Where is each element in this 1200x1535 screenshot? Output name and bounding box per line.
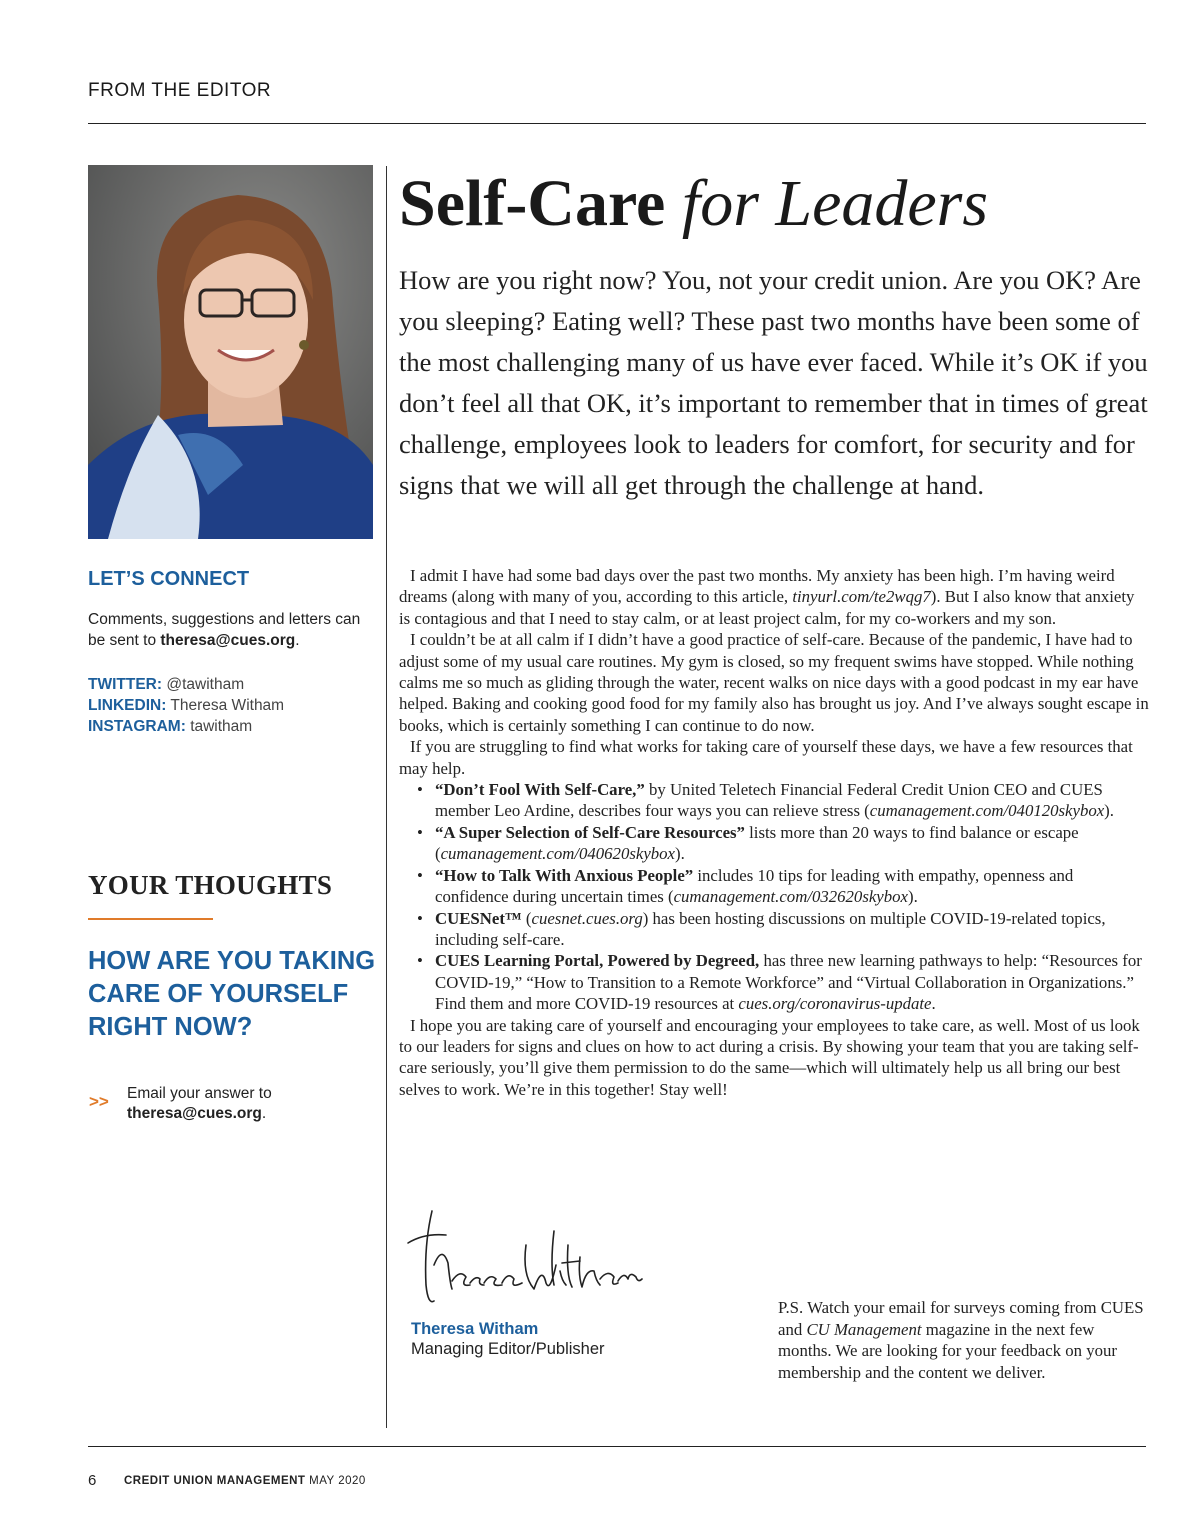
- resource-list: [399, 779, 1149, 1014]
- body-paragraph: If you are struggling to find what works for taking care of yourself these days, we have a few resources that may help.: [399, 737, 1133, 778]
- ps-magazine: CU Management: [806, 1319, 922, 1339]
- social-twitter[interactable]: [88, 674, 284, 695]
- resource-link[interactable]: cumanagement.com/040120skybox: [869, 801, 1105, 821]
- resource-title: CUESNet™: [435, 908, 522, 928]
- publication-name: CREDIT UNION MANAGEMENT: [124, 1475, 306, 1487]
- article-title: [399, 160, 988, 248]
- resource-item: [435, 822, 1149, 865]
- signature-image: [404, 1205, 644, 1315]
- resource-title: “Don’t Fool With Self-Care,”: [435, 780, 645, 800]
- connect-heading: LET’S CONNECT: [88, 568, 250, 590]
- email-answer-link[interactable]: theresa@cues.org: [127, 1105, 262, 1122]
- resource-link[interactable]: cumanagement.com/032620skybox: [673, 887, 908, 907]
- arrow-icon: >>: [89, 1092, 109, 1111]
- resource-item: [435, 865, 1149, 908]
- resource-link[interactable]: cumanagement.com/040620skybox: [440, 844, 675, 864]
- social-value: Theresa Witham: [170, 697, 285, 714]
- social-value: @tawitham: [166, 676, 245, 693]
- email-prompt: Email your answer to: [127, 1085, 272, 1102]
- connect-email-link[interactable]: theresa@cues.org: [160, 632, 296, 649]
- resource-end: ).: [675, 844, 685, 864]
- body-paragraph: I hope you are taking care of yourself and encouraging your employees to take care, as well. Most of us look to our leaders for signs and clues on how to act during a crisis. By showing your team that you are taking self-care seriously, you’ll give them permission to do the same—which will ultimately help us all bring our best selves to work. We’re in this together! Stay well!: [399, 1015, 1140, 1099]
- resource-title: CUES Learning Portal, Powered by Degreed,: [435, 951, 760, 971]
- p1-text-end: ). But I also know that anxiety is contagious and that I need to stay calm, or at least project calm, for my co-workers and my son.: [399, 587, 1135, 628]
- social-instagram[interactable]: [88, 716, 284, 737]
- email-answer: [127, 1084, 272, 1124]
- body-paragraph: [399, 565, 1149, 629]
- social-label: LINKEDIN:: [88, 697, 167, 714]
- column-divider: [386, 166, 387, 1428]
- resource-item: [435, 908, 1149, 951]
- resource-title: “How to Talk With Anxious People”: [435, 865, 694, 885]
- article-link[interactable]: tinyurl.com/te2wqg7: [792, 587, 931, 607]
- connect-text-lead: Comments, suggestions and letters can be sent to: [88, 611, 361, 649]
- body-paragraph: I couldn’t be at all calm if I didn’t have a good practice of self-care. Because of the pandemic, I have had to adjust some of my usual care routines. My gym is closed, so my frequent swims have stopped. While nothing calms me so much as gliding through the water, recent walks on nice days with a good podcast in my ear have helped. Baking and cooking good food for my family also has brought us joy. And I’ve always sought escape in books, which is certainly something I can continue to do now.: [399, 630, 1149, 735]
- resource-end: ) has been hosting discussions on multiple COVID-19-related topics, including self-care.: [435, 908, 1106, 949]
- resource-text: by United Teletech Financial Federal Credit Union CEO and CUES member Leo Ardine, describes four ways you can relieve stress (: [435, 780, 1103, 821]
- resource-text: (: [521, 908, 532, 928]
- resource-item: [435, 950, 1149, 1014]
- article-deck: How are you right now? You, not your credit union. Are you OK? Are you sleeping? Eating well? These past two months have been some of the most challenging many of us have ever faced. While it’s OK if you don’t feel all that OK, it’s important to remember that in times of great challenge, employees look to leaders for comfort, for security and for signs that we will all get through the challenge at hand.: [399, 265, 1148, 500]
- article-title-bold: Self-Care: [399, 167, 666, 240]
- resource-title: “A Super Selection of Self-Care Resources”: [435, 822, 745, 842]
- resource-end: .: [931, 994, 936, 1014]
- publication-footer: [124, 1475, 366, 1487]
- email-period: .: [261, 1105, 267, 1122]
- resource-link[interactable]: cuesnet.cues.org: [531, 908, 643, 928]
- thoughts-heading: YOUR THOUGHTS: [88, 870, 333, 900]
- ps-text: P.S. Watch your email for surveys coming from CUES and: [778, 1298, 1144, 1339]
- thoughts-question: HOW ARE YOU TAKING CARE OF YOURSELF RIGHT NOW?: [88, 947, 376, 1041]
- resource-text: includes 10 tips for leading with empathy, openness and confidence during uncertain times (: [435, 865, 1074, 907]
- page-number: 6: [88, 1472, 97, 1489]
- bottom-divider: [88, 1446, 1146, 1447]
- social-label: INSTAGRAM:: [88, 718, 186, 735]
- resource-end: ).: [907, 887, 918, 907]
- thoughts-divider: [88, 918, 213, 920]
- ps-text-end: magazine in the next few months. We are looking for your feedback on your membership and the content we deliver.: [778, 1319, 1118, 1382]
- author-name: Theresa Witham: [411, 1320, 539, 1338]
- section-label: FROM THE EDITOR: [88, 80, 272, 101]
- resource-text: lists more than 20 ways to find balance or escape (: [435, 822, 1079, 864]
- resource-link[interactable]: cues.org/coronavirus-update: [738, 994, 932, 1014]
- social-links: [88, 674, 284, 737]
- resource-end: ).: [1104, 801, 1114, 821]
- postscript: [778, 1297, 1146, 1383]
- author-photo: [88, 165, 373, 539]
- social-value: tawitham: [190, 718, 253, 735]
- issue-date: MAY 2020: [309, 1475, 366, 1487]
- social-linkedin[interactable]: [88, 695, 284, 716]
- resource-item: [435, 779, 1149, 822]
- article-title-italic: for Leaders: [681, 167, 989, 240]
- top-divider: [88, 123, 1146, 124]
- p1-text: I admit I have had some bad days over the past two months. My anxiety has been high. I’m having weird dreams (along with many of you, according to this article,: [399, 566, 1115, 607]
- connect-period: .: [295, 632, 300, 649]
- social-label: TWITTER:: [88, 676, 163, 693]
- author-title: Managing Editor/Publisher: [411, 1340, 605, 1358]
- article-body: [399, 565, 1149, 1100]
- connect-text: [88, 609, 378, 651]
- resource-text: has three new learning pathways to help: “Resources for COVID-19,” “How to Transition to a Remote Workforce” and “Virtual Collaboration in Organizations.” Find them and more COVID-19 resources at: [435, 951, 1142, 1014]
